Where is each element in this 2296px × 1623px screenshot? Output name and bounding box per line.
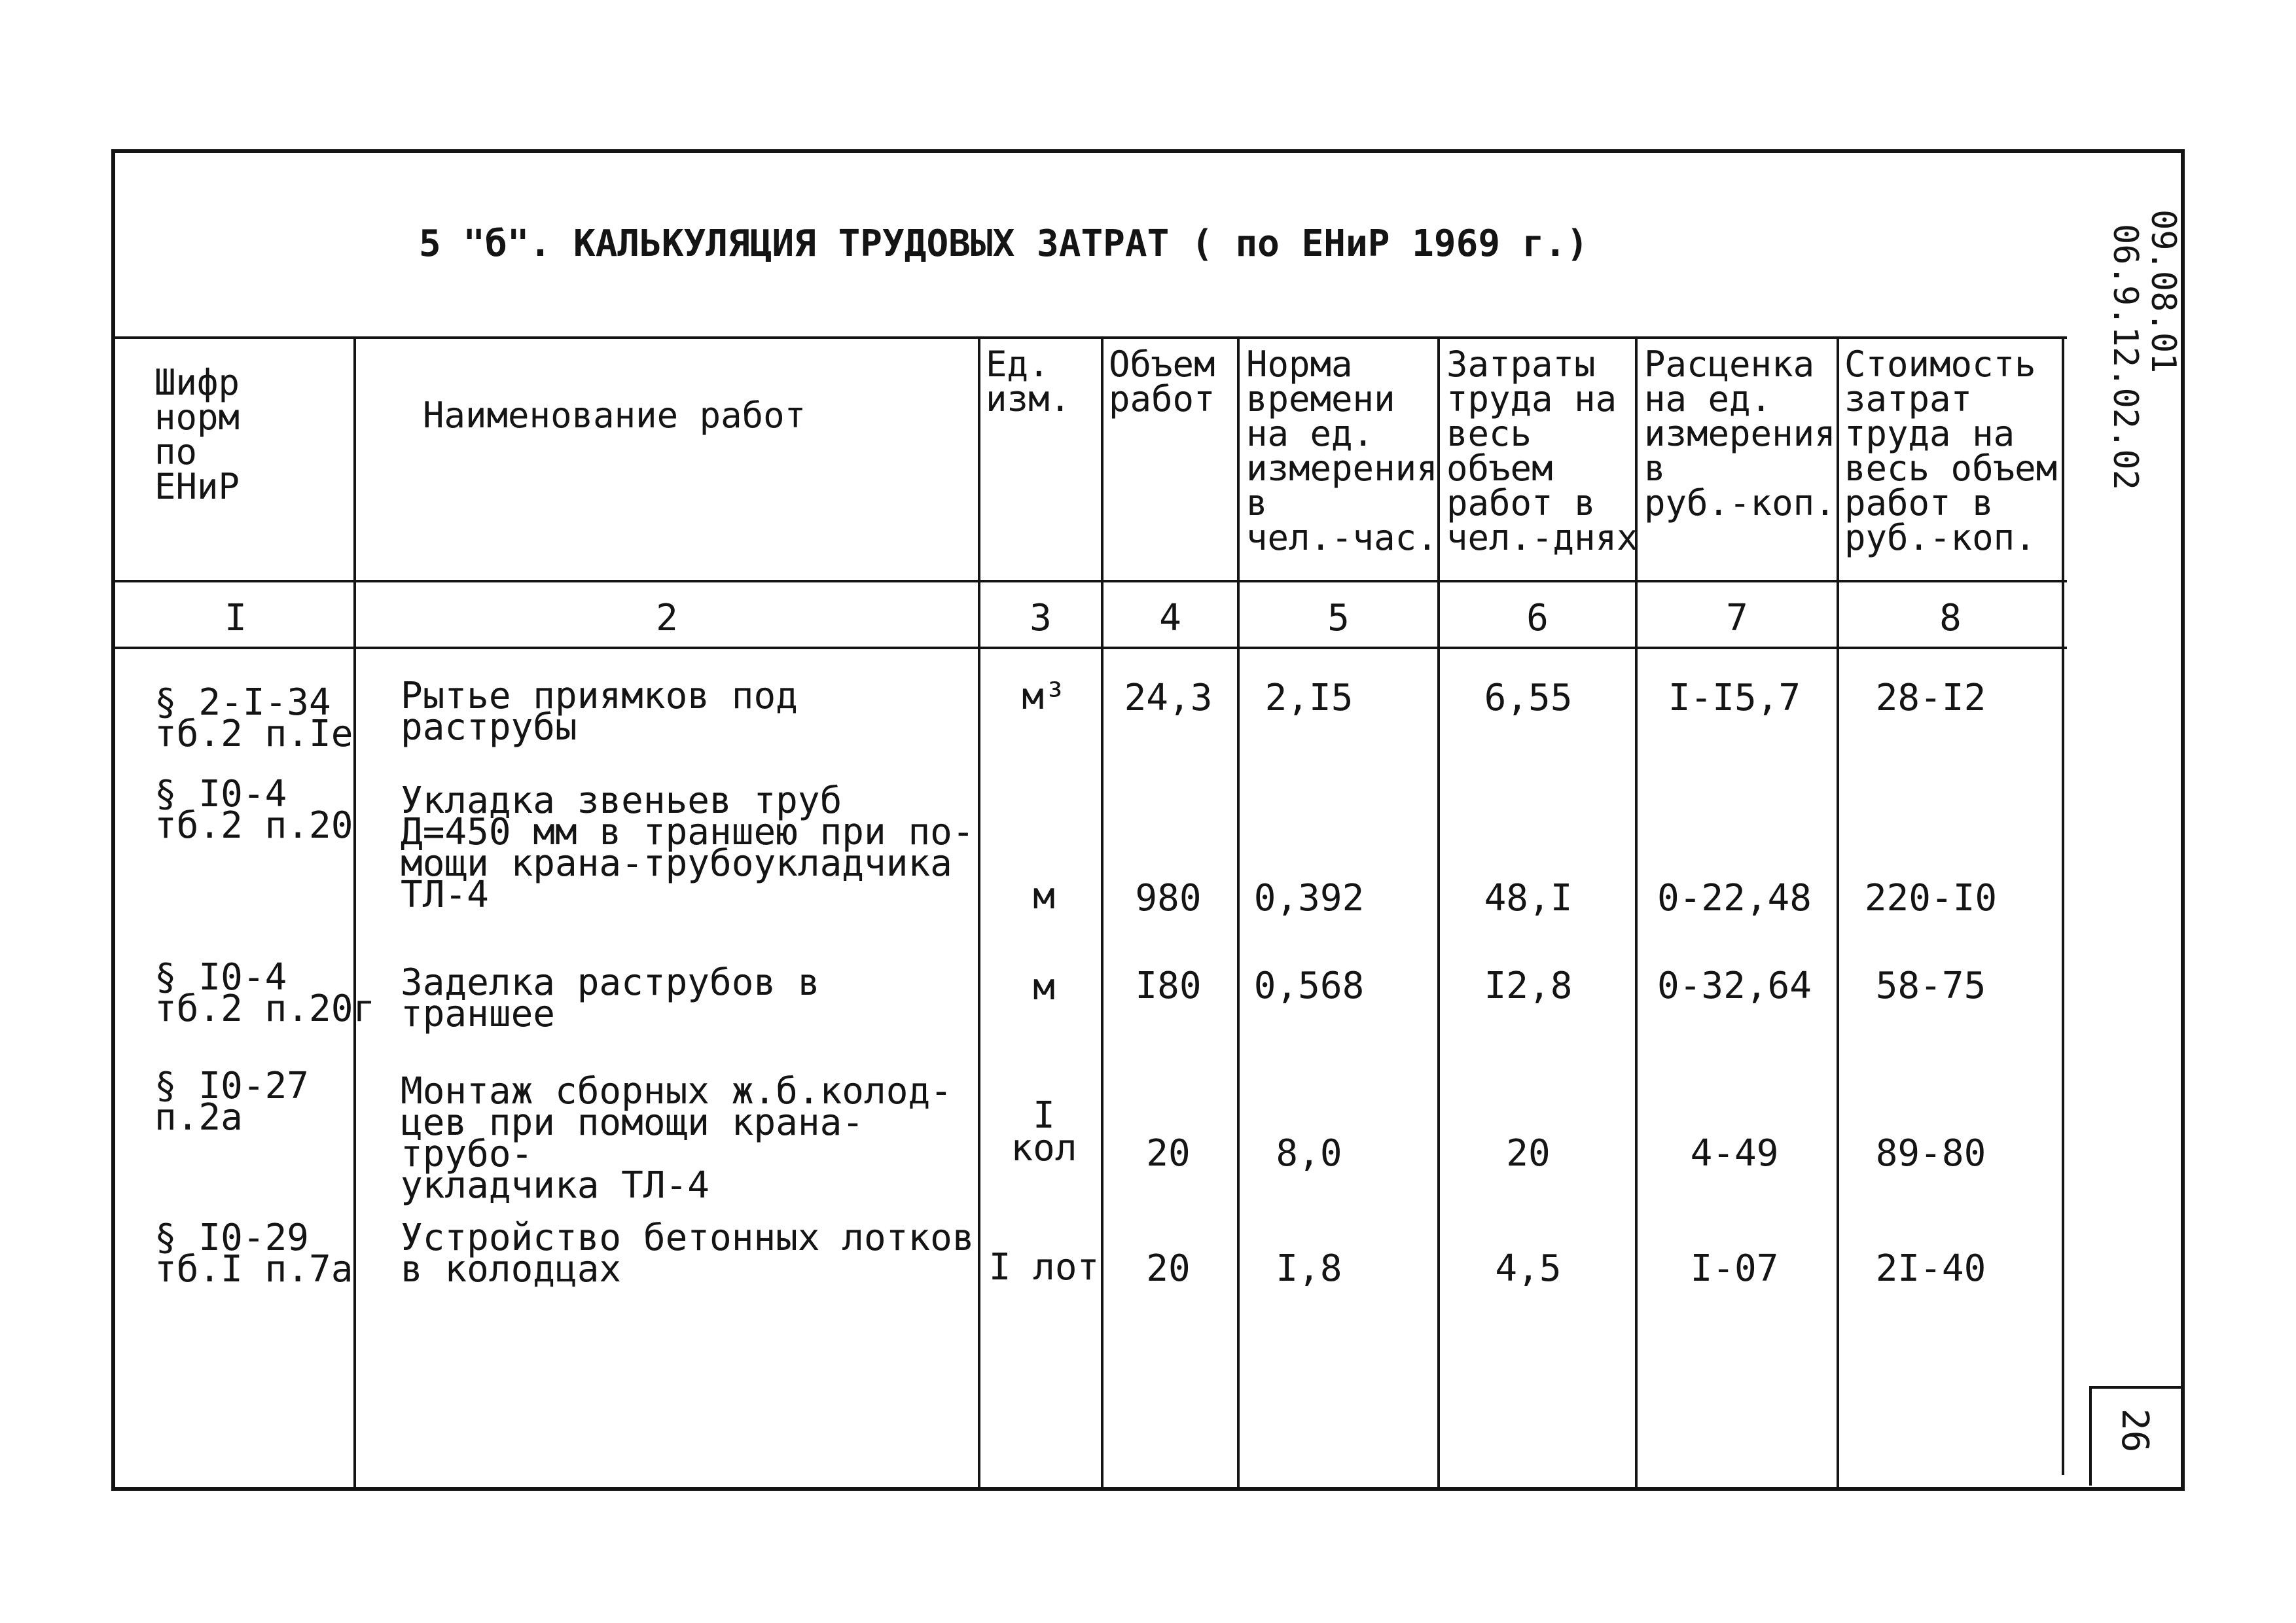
header-unit: Ед. изм.	[986, 344, 1071, 419]
column-number-3: 3	[1030, 597, 1052, 639]
table-divider-7	[1837, 336, 1839, 1487]
row-5-code: § I0-29 тб.I п.7а	[154, 1217, 353, 1291]
row-1-volume: 24,3	[1124, 677, 1213, 719]
header-unit-rate: Расценка на ед. измерения в руб.-коп.	[1644, 344, 1836, 524]
row-5-labor: 4,5	[1495, 1247, 1562, 1290]
row-4-rate: 4-49	[1690, 1132, 1779, 1175]
row-2-volume: 980	[1135, 877, 1202, 919]
row-4-cost: 89-80	[1875, 1132, 1986, 1175]
page-number-box	[2089, 1386, 2181, 1486]
row-3-unit: м	[1033, 966, 1055, 1008]
row-2-rate: 0-22,48	[1657, 877, 1812, 919]
row-1-rate: I-I5,7	[1668, 677, 1801, 719]
row-5-norm: I,8	[1276, 1247, 1342, 1290]
column-number-7: 7	[1726, 597, 1748, 639]
column-number-2: 2	[656, 597, 678, 639]
column-number-4: 4	[1159, 597, 1181, 639]
row-4-unit: I кол	[1011, 1094, 1077, 1169]
row-1-cost: 28-I2	[1875, 677, 1986, 719]
row-3-labor: I2,8	[1484, 965, 1573, 1007]
header-bottom-border	[115, 580, 2067, 582]
row-1-norm: 2,I5	[1265, 677, 1354, 719]
row-3-volume: I80	[1135, 965, 1202, 1007]
side-code-2: 06.9.12.02.02	[2106, 224, 2145, 490]
column-number-1: I	[224, 597, 247, 639]
table-top-border	[115, 336, 2067, 339]
document-title: 5 "б". КАЛЬКУЛЯЦИЯ ТРУДОВЫХ ЗАТРАТ ( по ЕНиР 1969 г.)	[419, 223, 1588, 265]
header-total-cost: Стоимость затрат труда на весь объем работ в руб.-коп.	[1844, 344, 2058, 558]
row-2-name: Укладка звеньев труб Д=450 мм в траншею при по- мощи крана-трубоукладчика ТЛ-4	[401, 779, 975, 916]
row-3-code: § I0-4 тб.2 п.20г	[154, 956, 376, 1030]
table-divider-8	[2062, 336, 2064, 1475]
header-work-name: Наименование работ	[423, 395, 806, 436]
row-4-code: § I0-27 п.2а	[154, 1065, 310, 1139]
row-1-code: § 2-I-34 тб.2 п.Iе	[154, 681, 353, 755]
row-3-norm: 0,568	[1253, 965, 1365, 1007]
table-divider-1	[353, 336, 356, 1487]
row-2-unit: м	[1033, 875, 1055, 918]
row-5-name: Устройство бетонных лотков в колодцах	[401, 1217, 975, 1291]
side-code-1: 09.08.01	[2144, 209, 2183, 374]
header-volume: Объем работ	[1109, 344, 1215, 419]
row-2-labor: 48,I	[1484, 877, 1573, 919]
number-row-bottom-border	[115, 647, 2067, 649]
page-number: 26	[2113, 1408, 2156, 1453]
row-5-unit: I лот	[988, 1246, 1100, 1289]
header-labor-cost: Затраты труда на весь объем работ в чел.-днях	[1446, 344, 1638, 558]
row-5-cost: 2I-40	[1875, 1247, 1986, 1290]
row-1-unit: м³	[1022, 675, 1066, 718]
row-5-volume: 20	[1146, 1247, 1191, 1290]
row-2-norm: 0,392	[1253, 877, 1365, 919]
row-1-labor: 6,55	[1484, 677, 1573, 719]
column-number-8: 8	[1939, 597, 1962, 639]
column-number-5: 5	[1327, 597, 1350, 639]
row-5-rate: I-07	[1690, 1247, 1779, 1290]
row-4-volume: 20	[1146, 1132, 1191, 1175]
header-time-norm: Норма времени на ед. измерения в чел.-час.	[1246, 344, 1438, 558]
row-4-labor: 20	[1506, 1132, 1551, 1175]
table-divider-4	[1237, 336, 1240, 1487]
row-4-name: Монтаж сборных ж.б.колод- цев при помощи крана-трубо- укладчика ТЛ-4	[401, 1070, 952, 1207]
row-4-norm: 8,0	[1276, 1132, 1342, 1175]
row-2-code: § I0-4 тб.2 п.20	[154, 773, 353, 847]
column-number-6: 6	[1526, 597, 1549, 639]
table-divider-2	[978, 336, 980, 1487]
row-2-cost: 220-I0	[1864, 877, 1998, 919]
row-3-name: Заделка раструбов в траншее	[401, 961, 820, 1035]
row-3-cost: 58-75	[1875, 965, 1986, 1007]
side-codes	[2098, 209, 2189, 524]
row-1-name: Рытье приямков под раструбы	[401, 675, 798, 749]
row-3-rate: 0-32,64	[1657, 965, 1812, 1007]
header-code: Шифр норм по ЕНиР	[154, 362, 240, 507]
